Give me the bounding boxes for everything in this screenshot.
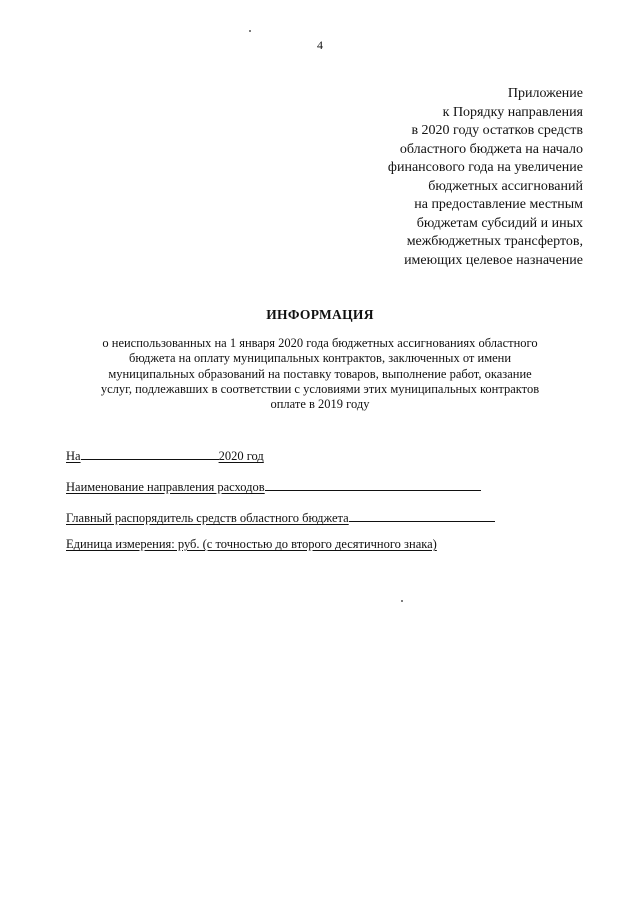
date-blank-line: [81, 458, 219, 460]
appendix-line: бюджетных ассигнований: [428, 178, 583, 194]
administrator-field: [66, 511, 495, 526]
date-prefix: На: [66, 449, 81, 463]
page-number: 4: [317, 38, 323, 52]
appendix-line: Приложение: [507, 86, 583, 101]
date-suffix: 2020 год: [218, 449, 264, 463]
appendix-line: бюджетам субсидий и иных: [416, 215, 583, 231]
unit-field: [66, 537, 437, 552]
appendix-line: к Порядку направления: [442, 104, 583, 120]
direction-blank-line: [265, 489, 481, 491]
subtitle-line: о неиспользованных на 1 января 2020 года бюджетных ассигнованиях областного: [102, 336, 538, 350]
direction-field: [66, 480, 481, 495]
date-field: [66, 449, 264, 464]
direction-label: Наименование направления расходов: [66, 480, 265, 494]
appendix-line: межбюджетных трансфертов,: [406, 234, 583, 249]
unit-label: Единица измерения: руб. (с точностью до второго десятичного знака): [66, 537, 437, 551]
appendix-line: имеющих целевое назначение: [404, 252, 583, 268]
administrator-blank-line: [349, 520, 495, 522]
appendix-block: [323, 85, 583, 270]
subtitle-line: услуг, подлежавших в соответствии с условиями этих муниципальных контрактов: [100, 381, 540, 396]
subtitle-line: бюджета на оплату муниципальных контрактов, заключенных от имени: [128, 351, 512, 366]
appendix-line: на предоставление местным: [414, 197, 583, 212]
appendix-line: в 2020 году остатков средств: [411, 123, 583, 138]
subtitle-line: оплате в 2019 году: [270, 397, 370, 412]
administrator-label: Главный распорядитель средств областного бюджета: [66, 511, 349, 525]
scan-speck: [249, 30, 251, 32]
scan-speck: [401, 600, 403, 602]
appendix-line: финансового года на увеличение: [387, 160, 583, 175]
document-title: ИНФОРМАЦИЯ: [266, 307, 374, 322]
subtitle-line: муниципальных образований на поставку товаров, выполнение работ, оказание: [108, 366, 532, 381]
appendix-line: областного бюджета на начало: [399, 141, 583, 157]
document-subtitle: [0, 336, 640, 412]
